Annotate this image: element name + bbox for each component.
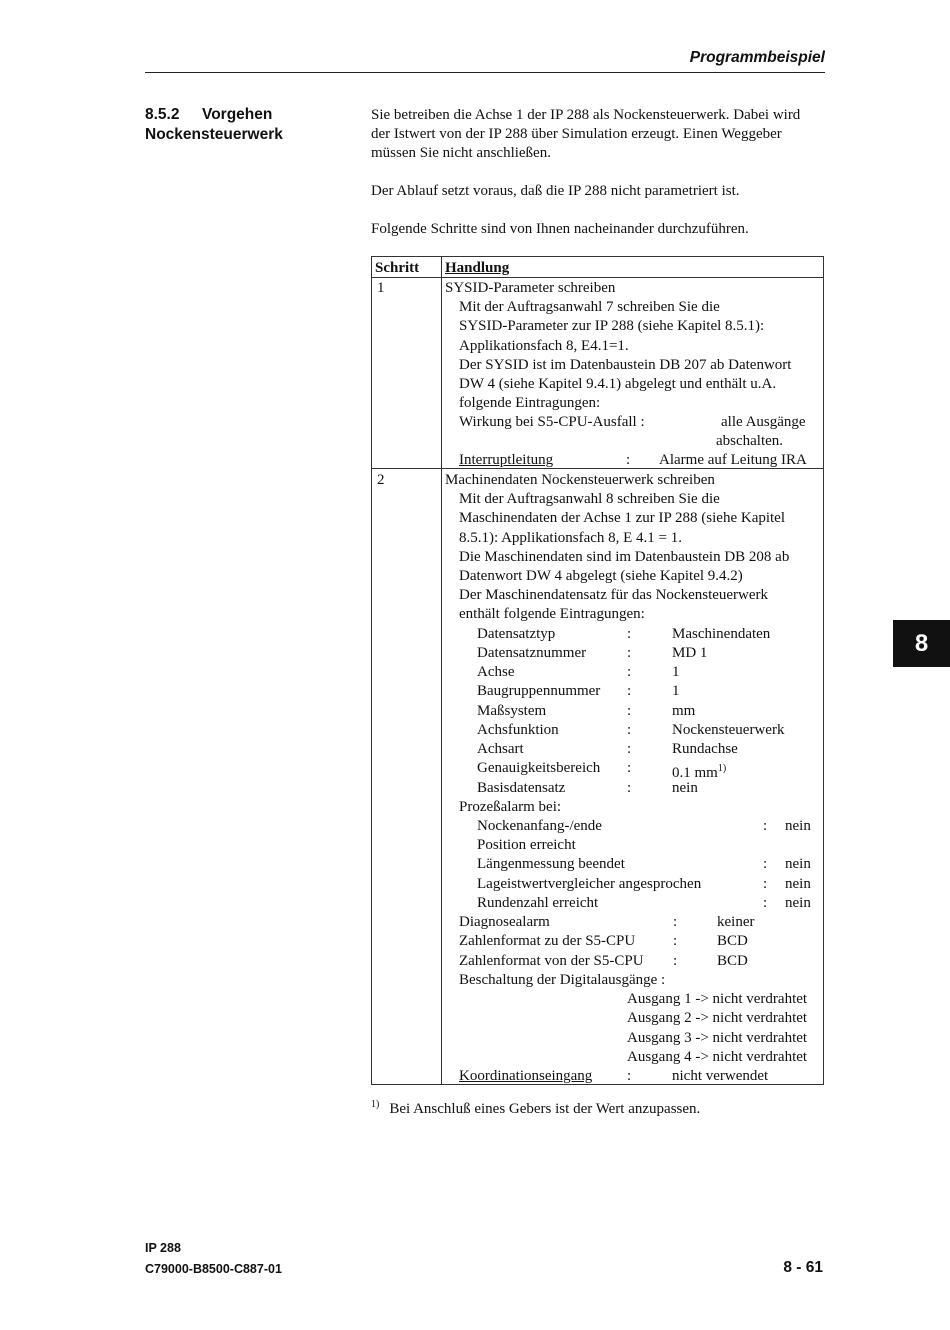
page-number: 8 - 61 [783,1259,823,1276]
alarm-sep: : [763,856,768,872]
alarm-sep: : [763,895,768,911]
wiring-title: Beschaltung der Digitalausgänge : [459,972,666,988]
intro-paragraph-1: Sie betreiben die Achse 1 der IP 288 als Nockensteuerwerk. Dabei wird der Istwert von der IP 288 über Simulation erzeugt. Einen Weggeber müssen Sie nicht anschließen. [371,107,801,162]
step2-title: Machinendaten Nockensteuerwerk schreiben [445,472,715,488]
alarm-label: Rundenzahl erreicht [477,895,599,911]
step2-line: Maschinendaten der Achse 1 zur IP 288 (siehe Kapitel [459,510,786,526]
step-number-2: 2 [377,472,385,488]
misc-sep: : [673,933,678,949]
coord-value: nicht verwendet [672,1068,769,1084]
wirkung-value: alle Ausgänge [721,414,806,430]
alarm-value: nein [785,856,811,872]
running-header-title: Programmbeispiel [689,49,825,66]
misc-label: Zahlenformat von der S5-CPU [459,953,644,969]
step2-line: enthält folgende Eintragungen: [459,606,645,622]
misc-value: BCD [717,953,748,969]
param-value: MD 1 [672,645,708,661]
section-heading [145,105,283,145]
alarm-sep: : [763,876,768,892]
param-sep: : [627,780,632,796]
output-line: Ausgang 2 -> nicht verdrahtet [627,1010,808,1026]
wirkung-label: Wirkung bei S5-CPU-Ausfall : [459,414,645,430]
interrupt-value: Alarme auf Leitung IRA [659,452,807,468]
footer-product: IP 288 [145,1241,181,1255]
output-line: Ausgang 4 -> nicht verdrahtet [627,1049,808,1065]
param-sep: : [627,760,632,776]
param-value: mm [672,703,696,719]
alarm-value: nein [785,876,811,892]
intro-paragraph-3: Folgende Schritte sind von Ihnen nacheinander durchzuführen. [371,221,749,237]
step2-line: Die Maschinendaten sind im Datenbaustein DB 208 ab [459,549,790,565]
column-divider [441,257,442,1084]
step2-line: 8.5.1): Applikationsfach 8, E 4.1 = 1. [459,530,683,546]
section-number: 8.5.2 [145,106,180,123]
param-value: Maschinendaten [672,626,771,642]
column-header-action: Handlung [445,260,510,276]
step-number-1: 1 [377,280,385,296]
param-sep: : [627,722,632,738]
coord-sep: : [627,1068,632,1084]
output-line: Ausgang 3 -> nicht verdrahtet [627,1030,808,1046]
param-value: nein [672,780,698,796]
alarm-sep: : [763,818,768,834]
misc-sep: : [673,914,678,930]
param-label: Achse [477,664,515,680]
wirkung-value-cont: abschalten. [716,433,784,449]
step2-line: Datenwort DW 4 abgelegt (siehe Kapitel 9.4.2) [459,568,743,584]
param-label: Achsfunktion [477,722,559,738]
misc-value: keiner [717,914,755,930]
param-value: Rundachse [672,741,738,757]
param-value-text: 0.1 mm [672,765,718,781]
alarm-label: Nockenanfang-/ende [477,818,602,834]
param-value: 1 [672,683,680,699]
section-title-line2: Nockensteuerwerk [145,126,283,143]
param-sep: : [627,626,632,642]
footnote [371,1099,700,1118]
param-sep: : [627,703,632,719]
alarm-label: Lageistwertvergleicher angesprochen [477,876,702,892]
alarm-label: Position erreicht [477,837,576,853]
step2-line: Der Maschinendatensatz für das Nockensteuerwerk [459,587,769,603]
column-header-step: Schritt [375,260,420,276]
step1-title: SYSID-Parameter schreiben [445,280,616,296]
section-title-line1: Vorgehen [202,106,273,123]
output-line: Ausgang 1 -> nicht verdrahtet [627,991,808,1007]
misc-sep: : [673,953,678,969]
footnote-mark: 1) [371,1099,380,1110]
header-row-divider [372,277,823,278]
param-label: Datensatznummer [477,645,587,661]
alarm-value: nein [785,818,811,834]
header-rule [145,72,825,73]
param-value: Nockensteuerwerk [672,722,785,738]
misc-label: Zahlenformat zu der S5-CPU [459,933,636,949]
steps-table [371,256,824,1085]
misc-value: BCD [717,933,748,949]
chapter-tab-marker: 8 [893,620,950,667]
footer-order-code: C79000-B8500-C887-01 [145,1262,282,1276]
alarm-label: Längenmessung beendet [477,856,625,872]
step1-line: Der SYSID ist im Datenbaustein DB 207 ab Datenwort [459,357,792,373]
param-sep: : [627,683,632,699]
param-sep: : [627,741,632,757]
param-sep: : [627,664,632,680]
step2-line: Mit der Auftragsanwahl 8 schreiben Sie die [459,491,720,507]
param-label: Genauigkeitsbereich [477,760,601,776]
param-label: Datensatztyp [477,626,556,642]
interrupt-label: Interruptleitung [459,452,554,468]
intro-paragraph-2: Der Ablauf setzt voraus, daß die IP 288 nicht parametriert ist. [371,183,740,199]
step1-line: SYSID-Parameter zur IP 288 (siehe Kapitel 8.5.1): [459,318,765,334]
footnote-reference: 1) [717,763,727,774]
step1-line: Mit der Auftragsanwahl 7 schreiben Sie die [459,299,720,315]
misc-label: Diagnosealarm [459,914,550,930]
step1-line: Applikationsfach 8, E4.1=1. [459,338,629,354]
step1-line: DW 4 (siehe Kapitel 9.4.1) abgelegt und enthält u.A. [459,376,777,392]
param-sep: : [627,645,632,661]
param-value: 1 [672,664,680,680]
alarm-title: Prozeßalarm bei: [459,799,562,815]
coord-label: Koordinationseingang [459,1068,593,1084]
param-label: Achsart [477,741,524,757]
step1-line: folgende Eintragungen: [459,395,601,411]
param-label: Maßsystem [477,703,547,719]
alarm-value: nein [785,895,811,911]
param-label: Baugruppennummer [477,683,601,699]
footnote-text: Bei Anschluß eines Gebers ist der Wert anzupassen. [389,1101,701,1117]
interrupt-sep: : [626,452,631,468]
param-label: Basisdatensatz [477,780,566,796]
